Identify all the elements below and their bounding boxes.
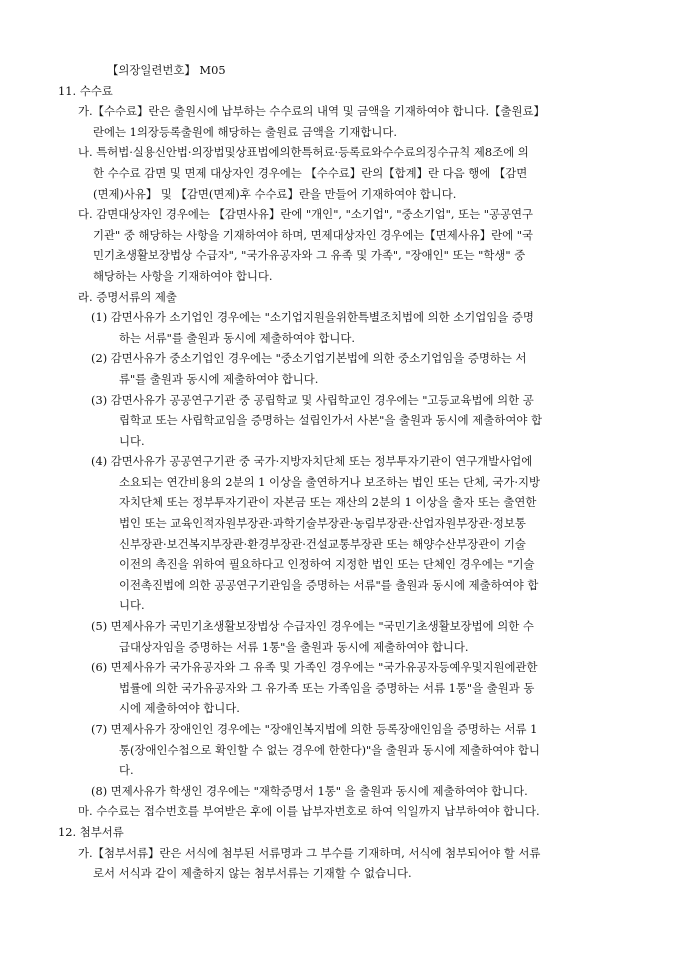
text-line: 한 수수료 감면 및 면제 대상자인 경우에는 【수수료】란의【합계】란 다음 행에 【감면	[93, 165, 528, 180]
text-line: 이전촉진법에 의한 공공연구기관임을 증명하는 서류"를 출원과 동시에 제출하여야 합	[119, 577, 539, 592]
document-body	[0, 60, 680, 884]
text-line: 급대상자임을 증명하는 서류 1통"을 출원과 동시에 제출하여야 합니다.	[119, 639, 469, 654]
text-line: 니다.	[119, 433, 145, 448]
text-line: 법률에 의한 국가유공자와 그 유가족 또는 가족임을 증명하는 서류 1통"을 출원과 동	[119, 680, 535, 695]
text-line: (3) 감면사유가 공공연구기관 중 공립학교 및 사립학교인 경우에는 "고등교육법에 의한 공	[91, 392, 534, 407]
text-line: 11. 수수료	[58, 83, 113, 98]
text-line: (2) 감면사유가 중소기업인 경우에는 "중소기업기본법에 의한 중소기업임을 증명하는 서	[91, 351, 527, 366]
text-line: 기관" 중 해당하는 사항을 기재하여야 하며, 면제대상자인 경우에는【면제사유】란에 "국	[93, 227, 533, 242]
text-line: (면제)사유】 및 【감면(면제)후 수수료】란을 만들어 기재하여야 합니다.	[93, 186, 457, 201]
text-line: 12. 첨부서류	[58, 824, 124, 839]
text-line: 가.【수수료】란은 출원시에 납부하는 수수료의 내역 및 금액을 기재하여야 합니다.【출원료】	[78, 104, 545, 119]
text-line: 로서 서식과 같이 제출하지 않는 첨부서류는 기재할 수 없습니다.	[93, 866, 412, 881]
text-line: (6) 면제사유가 국가유공자와 그 유족 및 가족인 경우에는 "국가유공자등예우및지원에관한	[91, 660, 538, 675]
text-line: 신부장관·보건복지부장관·환경부장관·건설교통부장관 또는 해양수산부장관이 기술	[119, 536, 526, 551]
text-line: 립학교 또는 사립학교임을 증명하는 설립인가서 사본"을 출원과 동시에 제출하여야 합	[119, 413, 542, 428]
text-line: 통(장애인수첩으로 확인할 수 없는 경우에 한한다)"을 출원과 동시에 제출하여야 합니	[119, 742, 540, 757]
text-line: (7) 면제사유가 장애인인 경우에는 "장애인복지법에 의한 등록장애인임을 증명하는 서류 1	[91, 722, 538, 736]
text-line: 법인 또는 교육인적자원부장관·과학기술부장관·농림부장관·산업자원부장관·정보통	[119, 516, 526, 531]
text-line: 가.【첨부서류】란은 서식에 첨부된 서류명과 그 부수를 기재하며, 서식에 첨부되어야 할 서류	[78, 845, 541, 860]
text-line: 소요되는 연간비용의 2분의 1 이상을 출연하거나 보조하는 법인 또는 단체, 국가·지방	[119, 474, 541, 489]
text-line: (4) 감면사유가 공공연구기관 중 국가·지방자치단체 또는 정부투자기관이 연구개발사업에	[91, 454, 533, 469]
text-line: (8) 면제사유가 학생인 경우에는 "재학증명서 1통" 을 출원과 동시에 제출하여야 합니다.	[91, 783, 528, 798]
text-line: 자치단체 또는 정부투자기관이 자본금 또는 재산의 2분의 1 이상을 출자 또는 출연한	[119, 495, 537, 510]
text-line: 라. 증명서류의 제출	[78, 289, 177, 304]
text-line: (5) 면제사유가 국민기초생활보장법상 수급자인 경우에는 "국민기초생활보장법에 의한 수	[91, 619, 534, 634]
text-line: 다. 감면대상자인 경우에는 【감면사유】란에 "개인", "소기업", "중소기업", 또는 "공공연구	[78, 207, 534, 222]
text-line: 【의장일련번호】 M05	[107, 63, 226, 77]
text-line: 마. 수수료는 접수번호를 부여받은 후에 이를 납부자번호로 하여 익일까지 납부하여야 합니다.	[78, 804, 540, 819]
text-line: (1) 감면사유가 소기업인 경우에는 "소기업지원을위한특별조치법에 의한 소기업임을 증명	[91, 310, 534, 325]
text-line: 나. 특허법·실용신안법·의장법및상표법에의한특허료·등록료와수수료의징수규칙 제8조에 의	[78, 145, 529, 160]
text-line: 니다.	[119, 598, 145, 613]
text-line: 민기초생활보장법상 수급자", "국가유공자와 그 유족 및 가족", "장애인" 또는 "학생" 중	[93, 248, 526, 263]
text-line: 시에 제출하여야 합니다.	[119, 701, 240, 716]
text-line: 다.	[119, 763, 134, 778]
text-line: 하는 서류"를 출원과 동시에 제출하여야 합니다.	[119, 330, 356, 345]
text-line: 이전의 촉진을 위하여 필요하다고 인정하여 지정한 법인 또는 단체인 경우에는 "기술	[119, 557, 535, 572]
text-line: 해당하는 사항을 기재하여야 합니다.	[93, 268, 273, 283]
text-line: 란에는 1의장등록출원에 해당하는 출원료 금액을 기재합니다.	[93, 124, 398, 139]
text-line: 류"를 출원과 동시에 제출하여야 합니다.	[119, 371, 319, 386]
